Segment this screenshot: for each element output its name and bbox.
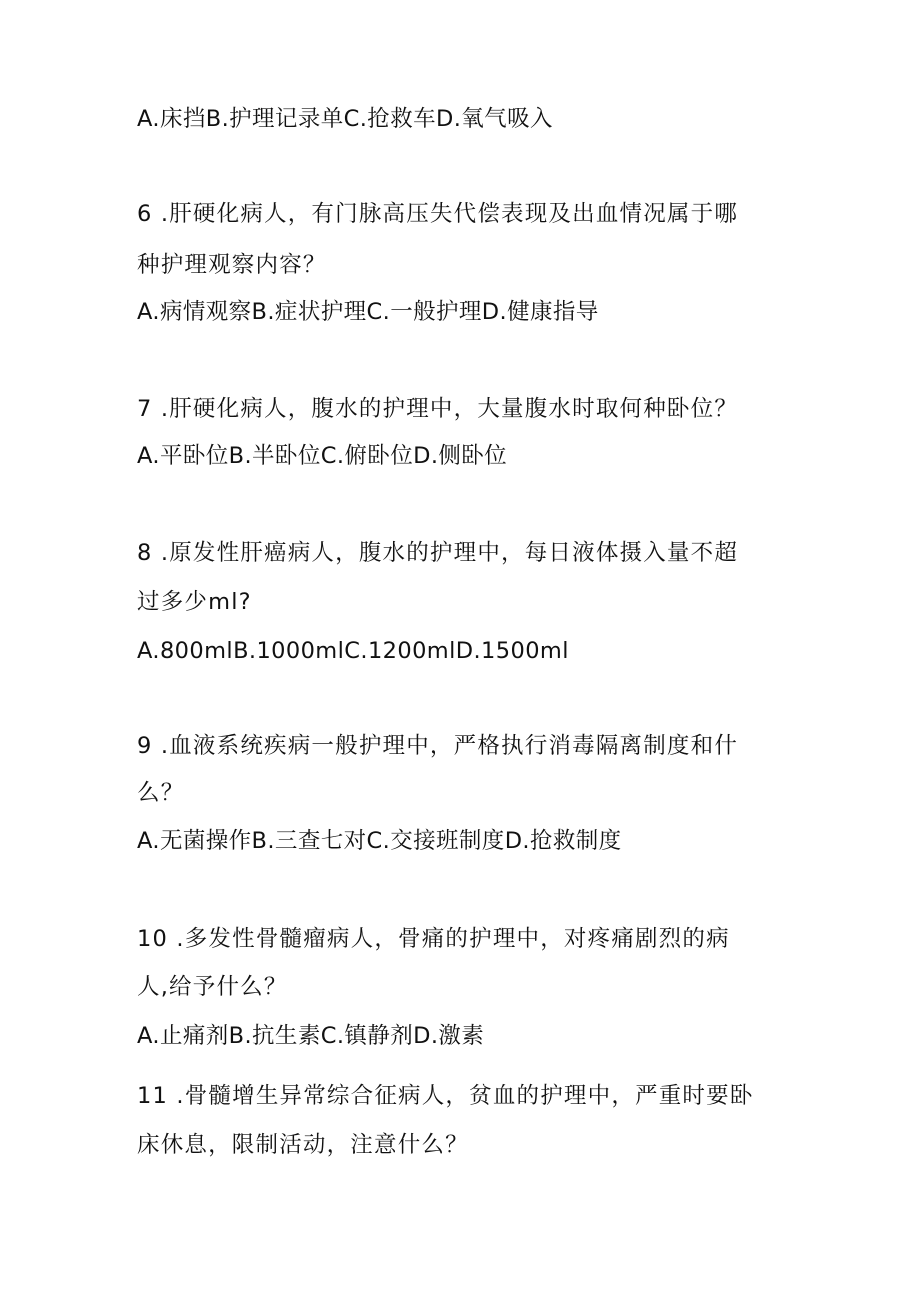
q11-text-line2: 床休息，限制活动，注意什么？ (137, 1132, 469, 1158)
q8-text-line1: 8 .原发性肝癌病人，腹水的护理中，每日液体摄入量不超 (137, 540, 739, 566)
q7-options: A.平卧位B.半卧位C.俯卧位D.侧卧位 (137, 443, 508, 469)
q11-text-line1: 11 .骨髓增生异常综合征病人，贫血的护理中，严重时要卧 (137, 1083, 754, 1109)
q9-text-line1: 9 .血液系统疾病一般护理中，严格执行消毒隔离制度和什 (137, 733, 739, 759)
q7-text: 7 .肝硬化病人，腹水的护理中，大量腹水时取何种卧位？ (137, 396, 739, 422)
q6-text-line1: 6 .肝硬化病人，有门脉高压失代偿表现及出血情况属于哪 (137, 201, 739, 227)
q5-options: A.床挡B.护理记录单C.抢救车D.氧气吸入 (137, 106, 553, 132)
q9-options: A.无菌操作B.三查七对C.交接班制度D.抢救制度 (137, 828, 622, 854)
q10-text-line1: 10 .多发性骨髓瘤病人，骨痛的护理中，对疼痛剧烈的病 (137, 926, 730, 952)
q10-text-line2: 人,给予什么？ (137, 974, 288, 1000)
q6-text-line2: 种护理观察内容？ (137, 252, 327, 278)
q9-text-line2: 么？ (137, 780, 185, 806)
q8-options: A.800mlB.1000mlC.1200mlD.1500ml (137, 638, 569, 664)
q10-options: A.止痛剂B.抗生素C.镇静剂D.激素 (137, 1023, 485, 1049)
q6-options: A.病情观察B.症状护理C.一般护理D.健康指导 (137, 299, 599, 325)
q8-text-line2: 过多少ml? (137, 589, 252, 615)
